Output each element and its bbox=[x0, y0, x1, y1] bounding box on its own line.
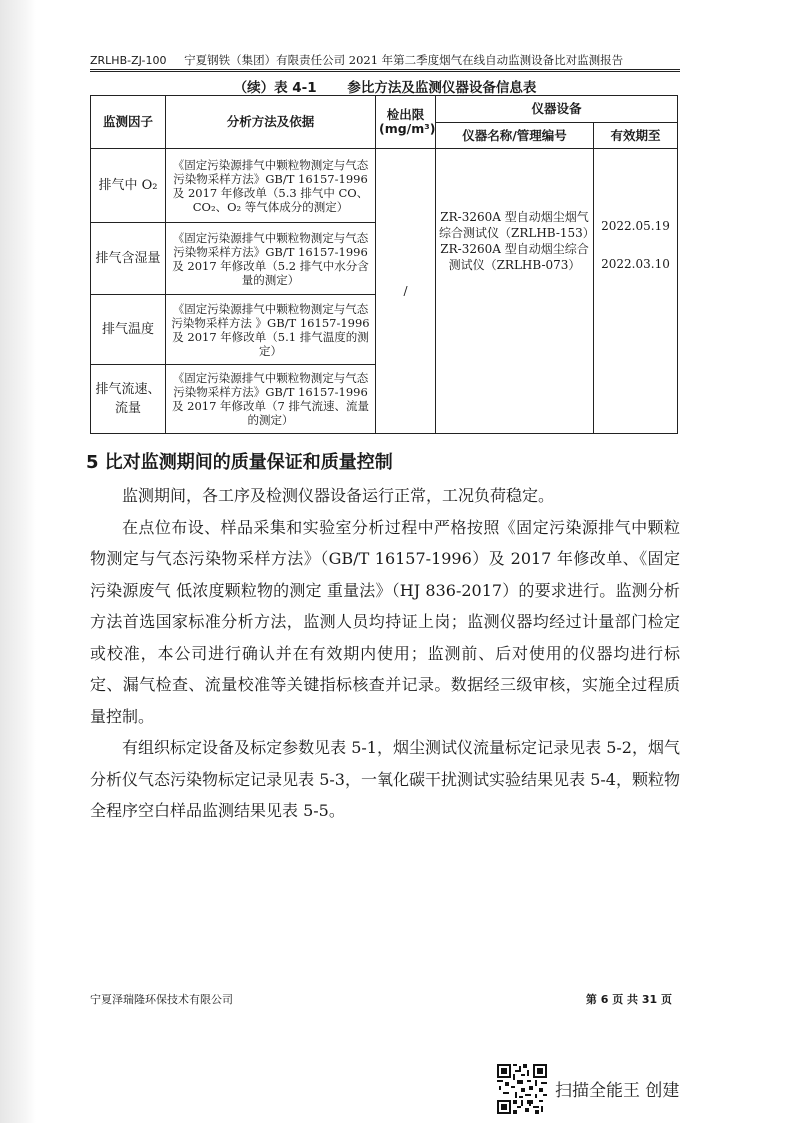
header-expiry: 有效期至 bbox=[594, 123, 678, 149]
header-rule bbox=[90, 69, 680, 72]
header-method: 分析方法及依据 bbox=[166, 96, 376, 149]
header-limit bbox=[376, 96, 436, 149]
section-title: 5 比对监测期间的质量保证和质量控制 bbox=[86, 452, 393, 473]
instrument-1: ZR-3260A 型自动烟尘烟气综合测试仪（ZRLHB-153） bbox=[439, 210, 595, 240]
qr-code-icon bbox=[497, 1064, 547, 1114]
table-caption bbox=[90, 76, 680, 96]
page-footer bbox=[90, 991, 680, 1011]
scanner-label: 扫描全能王 创建 bbox=[555, 1081, 680, 1101]
doc-code: ZRLHB-ZJ-100 bbox=[90, 54, 167, 67]
paragraph: 有组织标定设备及标定参数见表 5-1，烟尘测试仪流量标定记录见表 5-2，烟气分析仪气态污染物标定记录见表 5-3，一氧化碳干扰测试实验结果见表 5-4，颗粒物全程序空白样品监测结果见表 5-5。 bbox=[90, 738, 680, 820]
report-title: 宁夏钢铁（集团）有限责任公司 2021 年第二季度烟气在线自动监测设备比对监测报告 bbox=[184, 53, 624, 67]
method-cell: 《固定污染源排气中颗粒物测定与气态污染物采样方法 》GB/T 16157-1996 及 2017 年修改单（5.1 排气温度的测定） bbox=[166, 295, 376, 365]
expiry-cell bbox=[594, 149, 678, 434]
table-header-row bbox=[91, 96, 678, 123]
instrument-cell bbox=[436, 149, 594, 434]
page-number: 第 6 页 共 31 页 bbox=[585, 993, 672, 1006]
factor-cell: 排气中 O₂ bbox=[91, 149, 166, 223]
method-cell: 《固定污染源排气中颗粒物测定与气态污染物采样方法》GB/T 16157-1996 及 2017 年修改单（5.2 排气中水分含量的测定） bbox=[166, 223, 376, 295]
header-instruments: 仪器设备 bbox=[436, 96, 678, 123]
paragraph: 在点位布设、样品采集和实验室分析过程中严格按照《固定污染源排气中颗粒物测定与气态污染物采样方法》（GB/T 16157-1996）及 2017 年修改单、《固定污染源废气 低浓度颗粒物的测定 重量法》（HJ 836-2017）的要求进行。监测分析方法首选国家标准分析方法，监测人员均持证上岗；监测仪器均经过计量部门检定或校准，本公司进行确认并在有效期内使用；监测前、后对使用的仪器均进行标定、漏气检查、流量校准等关键指标核查并记录。数据经三级审核，实施全过程质量控制。 bbox=[90, 517, 680, 726]
factor-cell: 排气温度 bbox=[91, 295, 166, 365]
table-caption-title: 参比方法及监测仪器设备信息表 bbox=[347, 80, 537, 96]
page-header bbox=[90, 52, 680, 68]
limit-cell: / bbox=[376, 149, 436, 434]
table-caption-number: （续）表 4-1 bbox=[233, 80, 317, 96]
expiry-1: 2022.05.19 bbox=[601, 219, 670, 233]
scanner-watermark bbox=[497, 1064, 737, 1116]
header-instrument-name: 仪器名称/管理编号 bbox=[436, 123, 594, 149]
factor-cell: 排气流速、流量 bbox=[91, 365, 166, 434]
method-cell: 《固定污染源排气中颗粒物测定与气态污染物采样方法》GB/T 16157-1996 及 2017 年修改单（5.3 排气中 CO、CO₂、O₂ 等气体成分的测定） bbox=[166, 149, 376, 223]
header-factor: 监测因子 bbox=[91, 96, 166, 149]
instrument-2: ZR-3260A 型自动烟尘综合测试仪（ZRLHB-073） bbox=[440, 242, 589, 272]
page-edge-shadow bbox=[0, 0, 36, 1123]
footer-company: 宁夏泽瑞隆环保技术有限公司 bbox=[90, 993, 233, 1006]
table-row bbox=[91, 149, 678, 223]
method-instrument-table bbox=[90, 95, 678, 434]
method-cell: 《固定污染源排气中颗粒物测定与气态污染物采样方法》GB/T 16157-1996 及 2017 年修改单（7 排气流速、流量的测定） bbox=[166, 365, 376, 434]
header-limit-label: 检出限 bbox=[386, 107, 425, 122]
section-body bbox=[90, 480, 680, 827]
header-limit-unit: (mg/m³) bbox=[379, 121, 436, 136]
paragraph: 监测期间，各工序及检测仪器设备运行正常，工况负荷稳定。 bbox=[122, 486, 555, 505]
expiry-2: 2022.03.10 bbox=[601, 257, 670, 271]
factor-cell: 排气含湿量 bbox=[91, 223, 166, 295]
